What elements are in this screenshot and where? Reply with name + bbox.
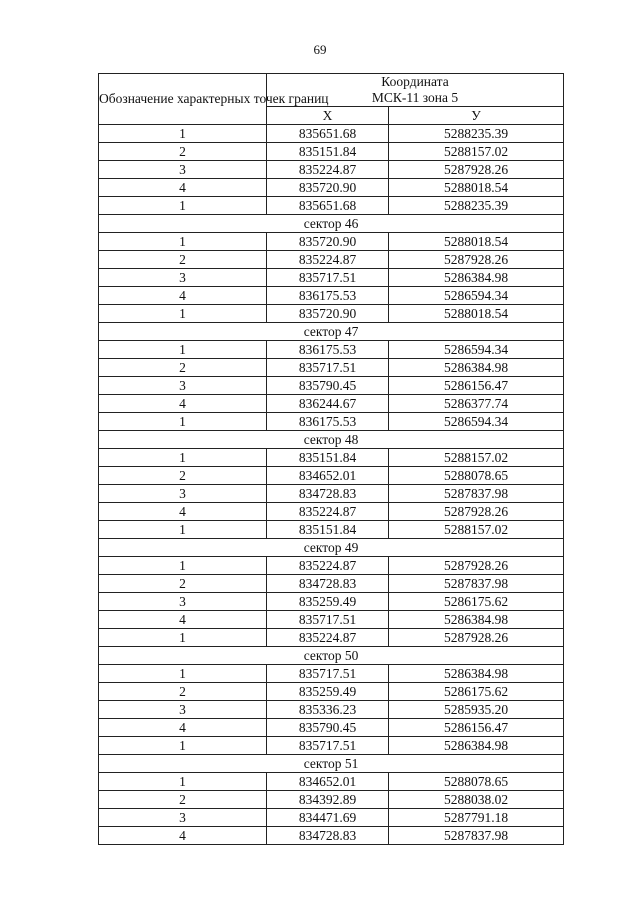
y-coordinate-cell: 5288157.02 <box>389 143 564 161</box>
table-row <box>99 701 564 719</box>
y-coordinate-cell: 5288078.65 <box>389 467 564 485</box>
x-column-header: Х <box>267 107 389 125</box>
table-row <box>99 197 564 215</box>
y-coordinate-cell: 5287837.98 <box>389 485 564 503</box>
table-row <box>99 611 564 629</box>
point-number-cell: 3 <box>99 377 267 395</box>
table-row <box>99 359 564 377</box>
point-number-cell: 3 <box>99 161 267 179</box>
table-row <box>99 341 564 359</box>
table-row <box>99 377 564 395</box>
y-coordinate-cell: 5287928.26 <box>389 251 564 269</box>
table-row <box>99 593 564 611</box>
table-row <box>99 233 564 251</box>
table-row <box>99 413 564 431</box>
y-coordinate-cell: 5288018.54 <box>389 233 564 251</box>
table-row <box>99 809 564 827</box>
y-coordinate-cell: 5287928.26 <box>389 161 564 179</box>
x-coordinate-cell: 835151.84 <box>267 449 389 467</box>
y-coordinate-cell: 5288157.02 <box>389 521 564 539</box>
x-coordinate-cell: 835717.51 <box>267 737 389 755</box>
table-row <box>99 269 564 287</box>
table-row <box>99 719 564 737</box>
table-row <box>99 467 564 485</box>
sector-label: сектор 46 <box>99 215 564 233</box>
point-number-cell: 1 <box>99 629 267 647</box>
point-number-cell: 1 <box>99 737 267 755</box>
point-number-cell: 4 <box>99 287 267 305</box>
table-row <box>99 161 564 179</box>
table-body <box>99 125 564 845</box>
x-coordinate-cell: 834728.83 <box>267 485 389 503</box>
table-header <box>99 74 564 125</box>
y-coordinate-cell: 5288235.39 <box>389 125 564 143</box>
y-coordinate-cell: 5287928.26 <box>389 557 564 575</box>
y-coordinate-cell: 5287837.98 <box>389 575 564 593</box>
y-coordinate-cell: 5288157.02 <box>389 449 564 467</box>
table-row <box>99 251 564 269</box>
y-coordinate-cell: 5286594.34 <box>389 341 564 359</box>
y-coordinate-cell: 5288078.65 <box>389 773 564 791</box>
point-number-cell: 2 <box>99 251 267 269</box>
y-coordinate-cell: 5286594.34 <box>389 413 564 431</box>
point-number-cell: 3 <box>99 593 267 611</box>
y-coordinate-cell: 5287928.26 <box>389 503 564 521</box>
table-row <box>99 827 564 845</box>
y-coordinate-cell: 5286377.74 <box>389 395 564 413</box>
x-coordinate-cell: 835790.45 <box>267 377 389 395</box>
sector-label: сектор 47 <box>99 323 564 341</box>
point-number-cell: 3 <box>99 701 267 719</box>
x-coordinate-cell: 835224.87 <box>267 251 389 269</box>
point-number-cell: 4 <box>99 719 267 737</box>
x-coordinate-cell: 835717.51 <box>267 269 389 287</box>
point-number-cell: 1 <box>99 233 267 251</box>
y-coordinate-cell: 5286156.47 <box>389 719 564 737</box>
x-coordinate-cell: 836175.53 <box>267 413 389 431</box>
y-coordinate-cell: 5288018.54 <box>389 305 564 323</box>
y-coordinate-cell: 5285935.20 <box>389 701 564 719</box>
x-coordinate-cell: 834728.83 <box>267 827 389 845</box>
table-row <box>99 575 564 593</box>
page-number: 69 <box>313 42 327 57</box>
sector-row <box>99 755 564 773</box>
coordinates-table <box>98 73 564 845</box>
x-coordinate-cell: 835151.84 <box>267 521 389 539</box>
point-number-cell: 1 <box>99 125 267 143</box>
x-coordinate-cell: 835720.90 <box>267 233 389 251</box>
point-number-cell: 4 <box>99 395 267 413</box>
y-coordinate-cell: 5286384.98 <box>389 359 564 377</box>
sector-row <box>99 647 564 665</box>
point-number-cell: 2 <box>99 575 267 593</box>
table-row <box>99 143 564 161</box>
y-coordinate-cell: 5287791.18 <box>389 809 564 827</box>
point-number-cell: 2 <box>99 359 267 377</box>
table-row <box>99 683 564 701</box>
y-coordinate-cell: 5287837.98 <box>389 827 564 845</box>
point-number-cell: 1 <box>99 665 267 683</box>
point-number-cell: 3 <box>99 269 267 287</box>
x-coordinate-cell: 835224.87 <box>267 629 389 647</box>
sector-label: сектор 51 <box>99 755 564 773</box>
x-coordinate-cell: 835720.90 <box>267 305 389 323</box>
table-row <box>99 557 564 575</box>
coordinate-system-label: МСК-11 зона 5 <box>371 90 459 105</box>
point-number-cell: 1 <box>99 341 267 359</box>
y-coordinate-cell: 5288235.39 <box>389 197 564 215</box>
sector-row <box>99 323 564 341</box>
point-number-cell: 1 <box>99 305 267 323</box>
table-row <box>99 791 564 809</box>
point-number-cell: 1 <box>99 449 267 467</box>
x-coordinate-cell: 834728.83 <box>267 575 389 593</box>
y-coordinate-cell: 5286384.98 <box>389 737 564 755</box>
x-coordinate-cell: 834652.01 <box>267 773 389 791</box>
point-number-cell: 1 <box>99 557 267 575</box>
y-coordinate-cell: 5288038.02 <box>389 791 564 809</box>
point-number-cell: 4 <box>99 827 267 845</box>
sector-label: сектор 48 <box>99 431 564 449</box>
table-row <box>99 287 564 305</box>
table-row <box>99 179 564 197</box>
x-coordinate-cell: 834392.89 <box>267 791 389 809</box>
sector-label: сектор 50 <box>99 647 564 665</box>
sector-label: сектор 49 <box>99 539 564 557</box>
x-coordinate-cell: 835720.90 <box>267 179 389 197</box>
y-coordinate-cell: 5287928.26 <box>389 629 564 647</box>
sector-row <box>99 215 564 233</box>
table-row <box>99 395 564 413</box>
sector-row <box>99 431 564 449</box>
point-number-cell: 3 <box>99 485 267 503</box>
y-coordinate-cell: 5286156.47 <box>389 377 564 395</box>
y-column-header: У <box>389 107 564 125</box>
x-coordinate-cell: 835717.51 <box>267 665 389 683</box>
y-coordinate-cell: 5288018.54 <box>389 179 564 197</box>
x-coordinate-cell: 836175.53 <box>267 287 389 305</box>
x-coordinate-cell: 835224.87 <box>267 503 389 521</box>
x-coordinate-cell: 836175.53 <box>267 341 389 359</box>
point-number-cell: 1 <box>99 197 267 215</box>
point-number-cell: 2 <box>99 143 267 161</box>
point-number-cell: 3 <box>99 809 267 827</box>
point-number-cell: 4 <box>99 179 267 197</box>
table-row <box>99 773 564 791</box>
coordinate-label: Координата <box>381 74 449 89</box>
y-coordinate-cell: 5286594.34 <box>389 287 564 305</box>
x-coordinate-cell: 834652.01 <box>267 467 389 485</box>
y-coordinate-cell: 5286175.62 <box>389 683 564 701</box>
y-coordinate-cell: 5286175.62 <box>389 593 564 611</box>
x-coordinate-cell: 835259.49 <box>267 593 389 611</box>
point-number-cell: 4 <box>99 611 267 629</box>
table-row <box>99 737 564 755</box>
point-number-cell: 1 <box>99 413 267 431</box>
y-coordinate-cell: 5286384.98 <box>389 269 564 287</box>
table-row <box>99 485 564 503</box>
table-row <box>99 449 564 467</box>
table-row <box>99 503 564 521</box>
x-coordinate-cell: 835717.51 <box>267 611 389 629</box>
x-coordinate-cell: 835651.68 <box>267 197 389 215</box>
x-coordinate-cell: 835717.51 <box>267 359 389 377</box>
x-coordinate-cell: 835790.45 <box>267 719 389 737</box>
table-row <box>99 305 564 323</box>
point-number-cell: 4 <box>99 503 267 521</box>
table-row <box>99 521 564 539</box>
x-coordinate-cell: 835224.87 <box>267 161 389 179</box>
y-coordinate-cell: 5286384.98 <box>389 611 564 629</box>
point-number-cell: 2 <box>99 683 267 701</box>
point-number-cell: 2 <box>99 791 267 809</box>
x-coordinate-cell: 835151.84 <box>267 143 389 161</box>
x-coordinate-cell: 835224.87 <box>267 557 389 575</box>
x-coordinate-cell: 835651.68 <box>267 125 389 143</box>
x-coordinate-cell: 835336.23 <box>267 701 389 719</box>
table-row <box>99 629 564 647</box>
x-coordinate-cell: 836244.67 <box>267 395 389 413</box>
point-number-cell: 1 <box>99 773 267 791</box>
y-coordinate-cell: 5286384.98 <box>389 665 564 683</box>
x-coordinate-cell: 835259.49 <box>267 683 389 701</box>
table-row <box>99 125 564 143</box>
point-designation-header: Обозначение характерных точек границ <box>99 74 267 125</box>
point-number-cell: 1 <box>99 521 267 539</box>
x-coordinate-cell: 834471.69 <box>267 809 389 827</box>
sector-row <box>99 539 564 557</box>
table-row <box>99 665 564 683</box>
point-number-cell: 2 <box>99 467 267 485</box>
